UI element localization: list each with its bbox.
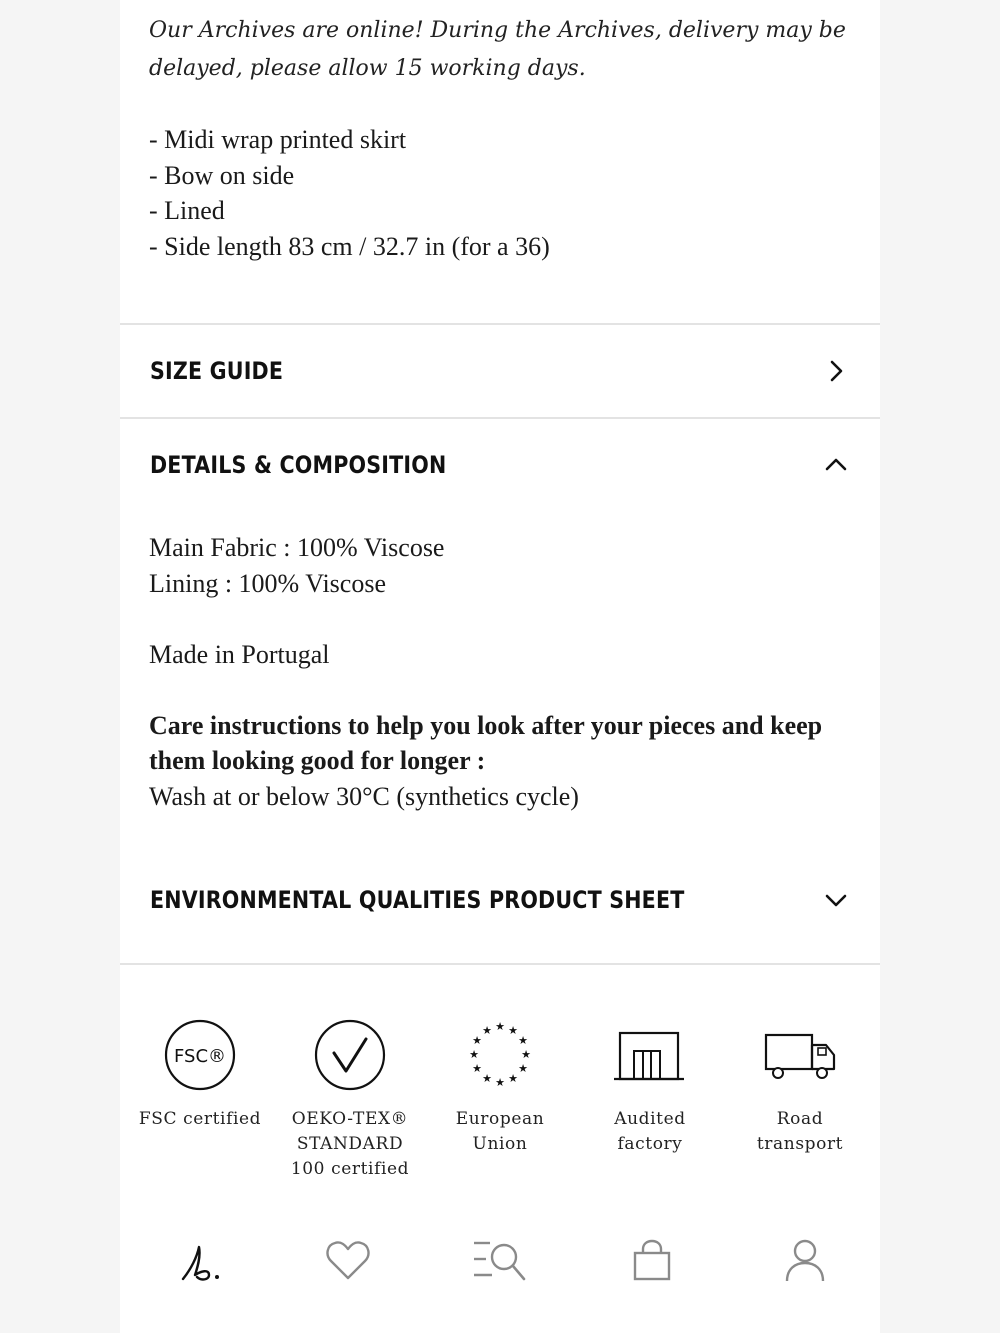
factory-icon	[610, 1015, 690, 1095]
details-composition-content	[149, 530, 859, 814]
origin-text: Made in Portugal	[149, 639, 330, 669]
description-bullet: - Midi wrap printed skirt	[149, 125, 407, 154]
certification-label: European Union	[455, 1109, 545, 1154]
svg-text:★: ★	[495, 1020, 505, 1033]
description-bullet: - Side length 83 cm / 32.7 in (for a 36)	[149, 231, 550, 261]
environmental-sheet-title: ENVIRONMENTAL QUALITIES PRODUCT SHEET	[150, 886, 685, 914]
svg-text:★: ★	[508, 1024, 518, 1037]
european-union-stars-icon	[460, 1015, 540, 1095]
chevron-down-icon	[822, 886, 850, 914]
certifications-list	[125, 1015, 875, 1195]
svg-text:★: ★	[518, 1062, 528, 1075]
care-text: Wash at or below 30°C (synthetics cycle)	[149, 781, 579, 811]
certification-label: Audited factory	[614, 1109, 686, 1154]
size-guide-row[interactable]	[120, 325, 880, 417]
certification-audited-factory	[575, 1015, 725, 1157]
certification-road-transport	[725, 1015, 875, 1157]
svg-text:★: ★	[518, 1034, 528, 1047]
chevron-right-icon	[822, 357, 850, 385]
environmental-sheet-row[interactable]	[120, 854, 880, 946]
product-page	[120, 0, 880, 1333]
size-guide-title: SIZE GUIDE	[150, 357, 284, 385]
details-composition-row[interactable]	[120, 419, 880, 511]
svg-text:★: ★	[472, 1034, 482, 1047]
svg-text:★: ★	[508, 1072, 518, 1085]
shopping-bag-icon	[627, 1235, 677, 1285]
certification-fsc	[125, 1015, 275, 1132]
nav-menu-search[interactable]	[470, 1235, 530, 1285]
account-icon	[780, 1235, 830, 1285]
heart-icon	[323, 1235, 373, 1285]
svg-text:★: ★	[495, 1076, 505, 1089]
nav-home[interactable]	[170, 1235, 230, 1285]
nav-account[interactable]	[775, 1235, 835, 1285]
svg-text:★: ★	[469, 1048, 479, 1061]
archives-notice: Our Archives are online! During the Archives, delivery may be delayed, please allow 15 working days.	[149, 18, 846, 81]
main-fabric-text: Main Fabric : 100% Viscose	[149, 533, 445, 562]
divider	[120, 963, 880, 965]
chevron-up-icon	[822, 451, 850, 479]
details-composition-title: DETAILS & COMPOSITION	[150, 451, 447, 479]
description-bullet: - Bow on side	[149, 160, 295, 190]
svg-text:★: ★	[482, 1024, 492, 1037]
brand-logo-icon	[175, 1235, 225, 1285]
product-description	[149, 122, 849, 264]
description-bullet: - Lined	[149, 196, 225, 225]
svg-text:★: ★	[521, 1048, 531, 1061]
svg-text:★: ★	[472, 1062, 482, 1075]
lining-text: Lining : 100% Viscose	[149, 568, 386, 598]
certification-label: FSC certified	[138, 1109, 262, 1129]
svg-text:★: ★	[482, 1072, 492, 1085]
oeko-tex-checkmark-icon	[310, 1015, 390, 1095]
nav-wishlist[interactable]	[318, 1235, 378, 1285]
care-heading: Care instructions to help you look after your pieces and keep them looking good for longer :	[149, 710, 823, 775]
certification-label: Road transport	[756, 1109, 844, 1154]
certification-european-union	[425, 1015, 575, 1157]
bottom-navigation	[120, 1225, 880, 1295]
menu-search-icon	[470, 1235, 530, 1285]
nav-bag[interactable]	[622, 1235, 682, 1285]
truck-icon	[760, 1015, 840, 1095]
fsc-icon	[160, 1015, 240, 1095]
certification-label: OEKO-TEX® STANDARD 100 certified	[290, 1109, 410, 1179]
certification-oeko-tex	[275, 1015, 425, 1182]
fsc-badge-text: FSC®	[173, 1046, 227, 1067]
